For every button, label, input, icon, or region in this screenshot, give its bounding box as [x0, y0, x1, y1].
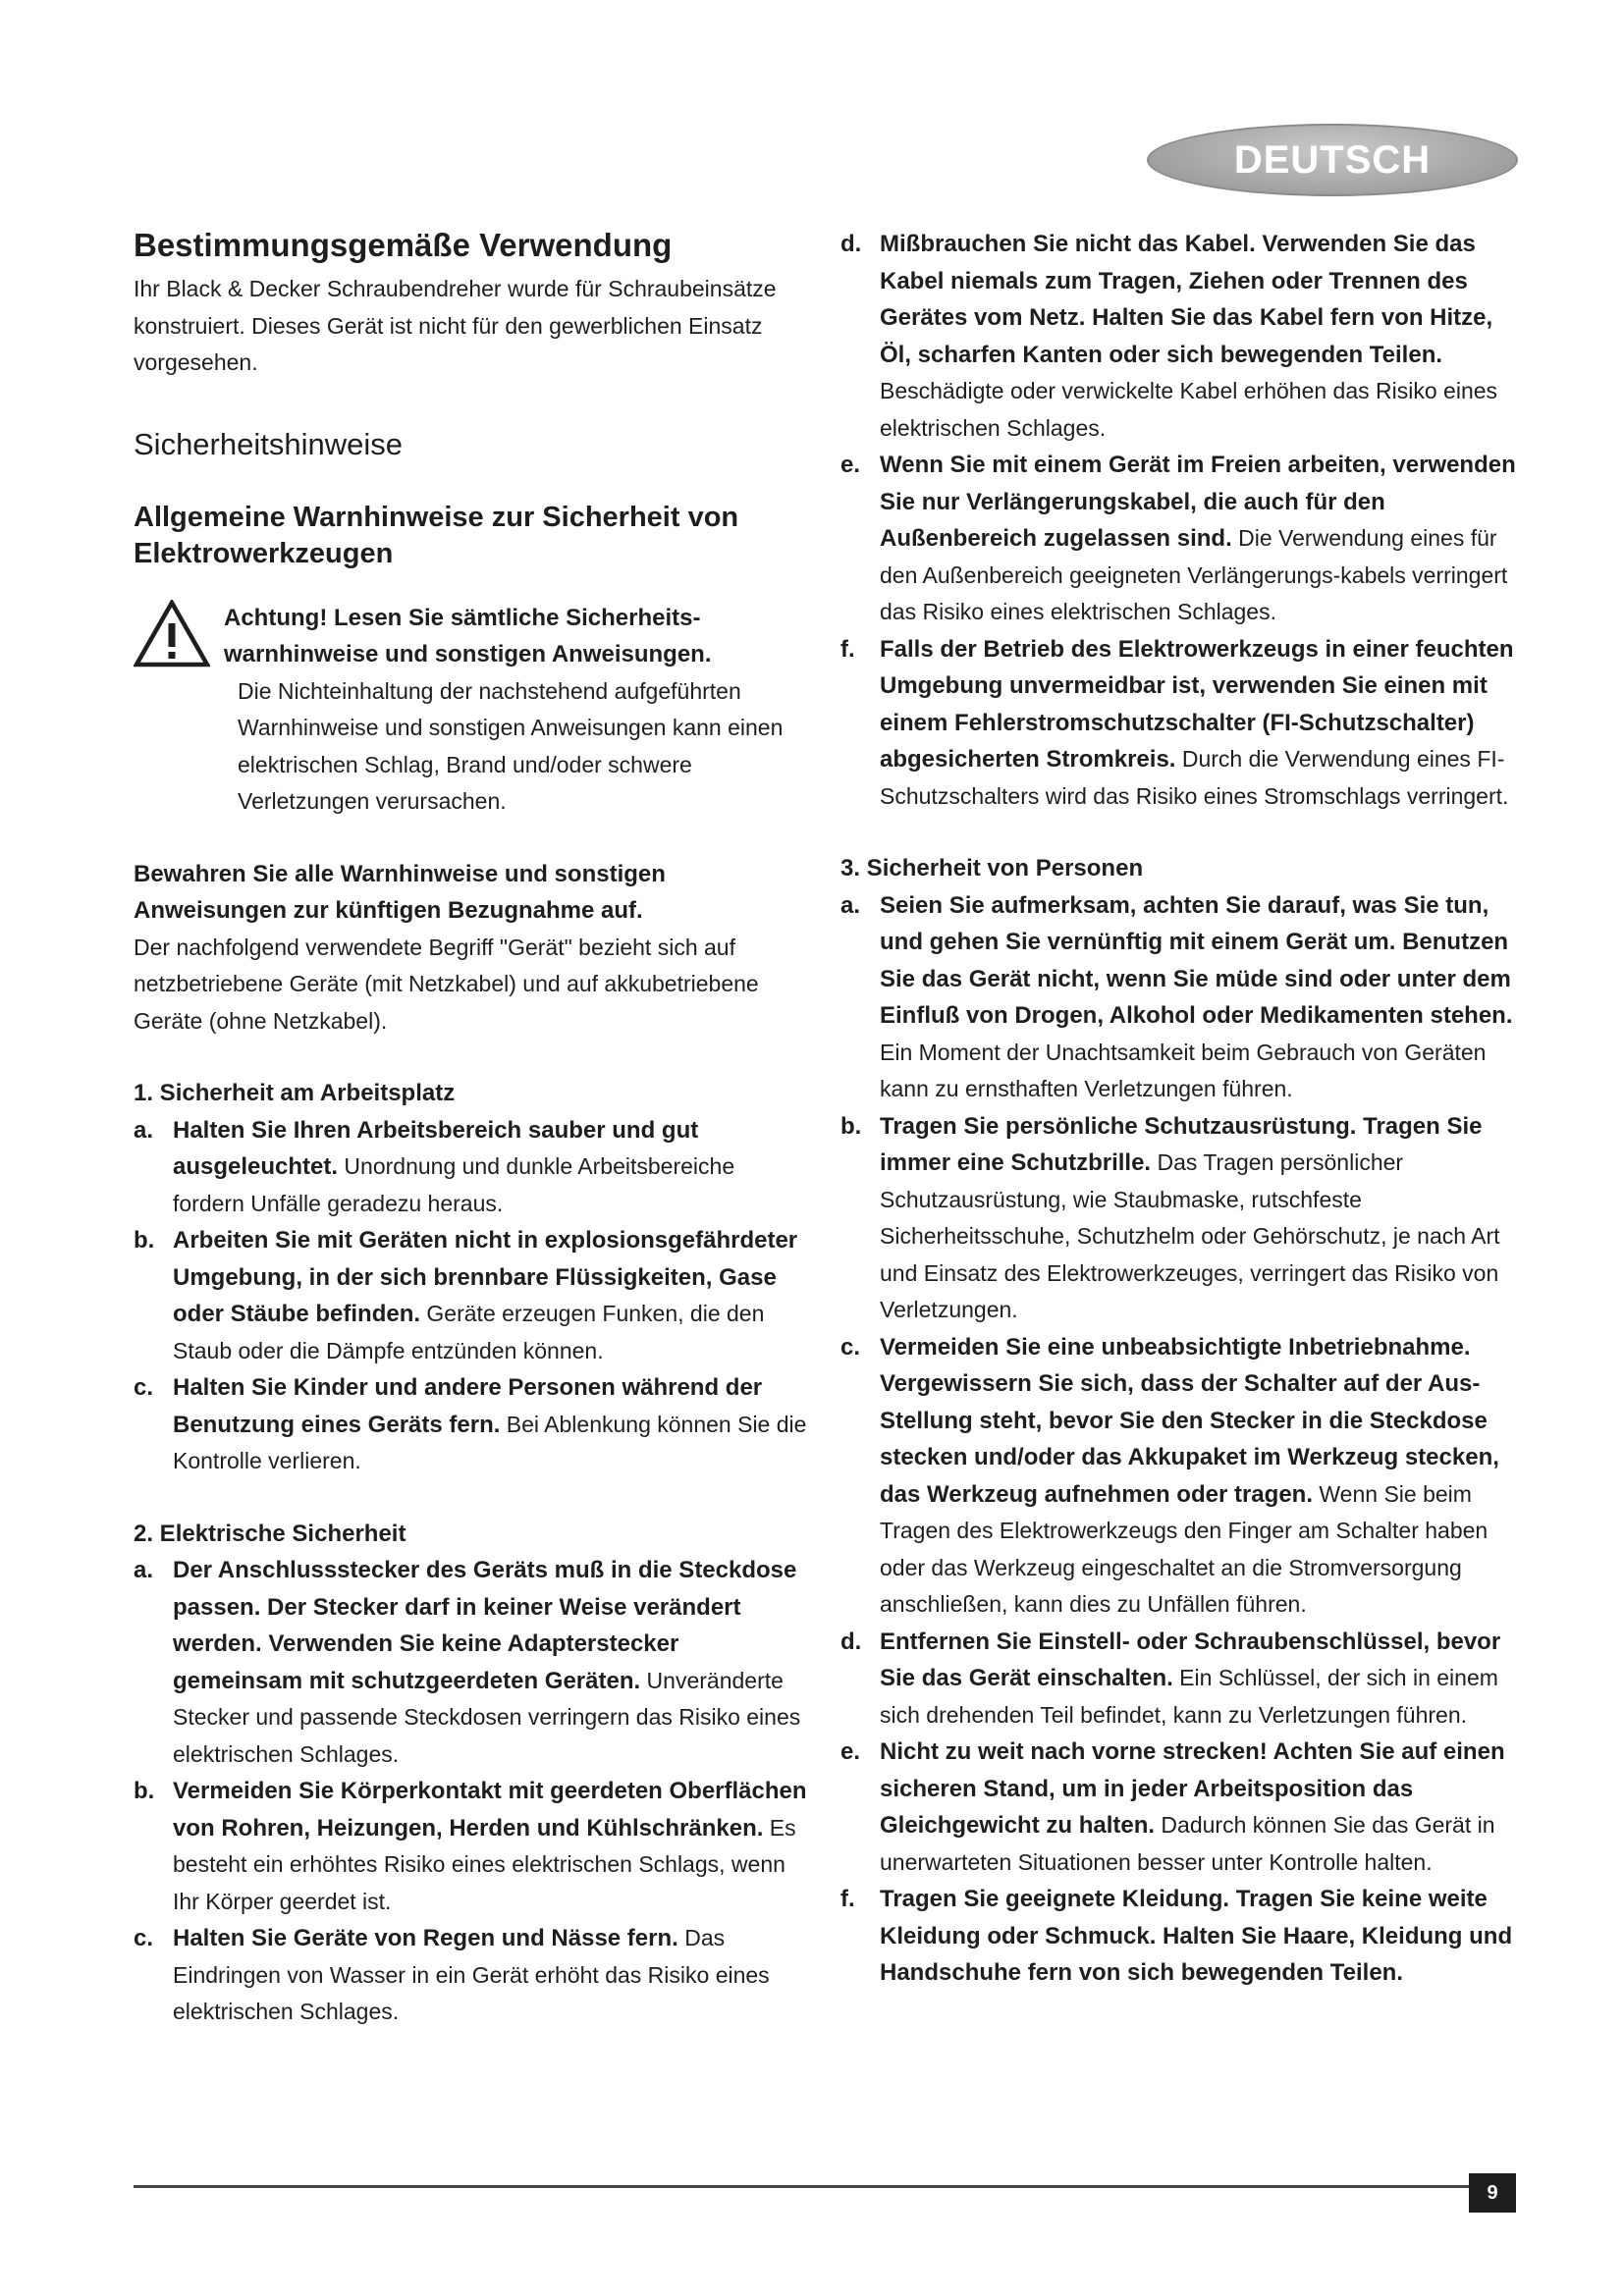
item-text: Das Eindringen von Wasser in ein Gerät erhöht das Risiko eines elektrischen Schlages.	[173, 1925, 770, 2024]
item-bold: Vermeiden Sie eine unbeabsichtigte Inbetriebnahme. Vergewissern Sie sich, dass der Schalter auf der Aus-Stellung steht, bevor Sie den Stecker in die Steckdose stecken und/oder das Akkupaket im Werkzeug stecken, das Werkzeug aufnehmen oder tragen.	[880, 1333, 1499, 1508]
item-label: a.	[134, 1557, 154, 1583]
item-label: d.	[840, 1628, 862, 1655]
right-column	[840, 226, 1518, 1992]
list-item	[134, 1920, 811, 2031]
list-item	[134, 1222, 811, 1369]
general-warnings-title: Allgemeine Warnhinweise zur Sicherheit von Elektrowerkzeugen	[134, 501, 739, 569]
item-bold: Falls der Betrieb des Elektrowerkzeugs in einer feuchten Umgebung unvermeidbar ist, verwenden Sie einen mit einem Fehlerstromschutzschalter (FI-Schutzschalter) abgesicherten Stromkreis.	[880, 635, 1514, 773]
item-label: a.	[840, 891, 861, 919]
section-2-continued-list	[840, 226, 1518, 815]
item-text: Ein Moment der Unachtsamkeit beim Gebrauch von Geräten kann zu ernsthaften Verletzungen führen.	[880, 1039, 1487, 1101]
safety-title: Sicherheitshinweise	[134, 426, 403, 461]
item-bold: Arbeiten Sie mit Geräten nicht in explosionsgefährdeter Umgebung, in der sich brennbare Flüssigkeiten, Gase oder Stäube befinden.	[173, 1227, 798, 1327]
item-text: Unordnung und dunkle Arbeitsbereiche fordern Unfälle geradezu heraus.	[173, 1153, 735, 1216]
item-label: f.	[840, 635, 855, 663]
section-1-title: 1. Sicherheit am Arbeitsplatz	[134, 1080, 456, 1106]
item-bold: Mißbrauchen Sie nicht das Kabel. Verwenden Sie das Kabel niemals zum Tragen, Ziehen oder Trennen des Gerätes vom Netz. Halten Sie das Kabel fern von Hitze, Öl, scharfen Kanten oder sich bewegenden Teilen.	[880, 231, 1493, 368]
page-number: 9	[1469, 2173, 1516, 2213]
list-item	[840, 887, 1518, 1108]
left-column	[134, 226, 811, 2031]
list-item	[840, 1881, 1518, 1992]
language-tab: DEUTSCH	[1147, 124, 1518, 196]
list-item	[840, 1329, 1518, 1624]
section-2-list	[134, 1552, 811, 2031]
item-text: Wenn Sie beim Tragen des Elektrowerkzeugs den Finger am Schalter haben oder das Werkzeug eingeschaltet an die Stromversorgung anschließen, kann dies zu Unfällen führen.	[880, 1480, 1489, 1617]
list-item	[840, 1108, 1518, 1329]
section-3-list	[840, 887, 1518, 1992]
item-text: Unveränderte Stecker und passende Steckdosen verringern das Risiko eines elektrischen Schlages.	[173, 1667, 801, 1767]
list-item	[840, 1624, 1518, 1735]
intended-use-title: Bestimmungsgemäße Verwendung	[134, 227, 673, 263]
item-label: d.	[840, 231, 862, 257]
list-item	[134, 1369, 811, 1480]
item-text: Die Verwendung eines für den Außenbereich geeigneten Verlängerungs-kabels verringert das Risiko eines elektrischen Schlages.	[880, 525, 1508, 624]
item-label: c.	[840, 1333, 861, 1361]
item-label: c.	[134, 1925, 154, 1951]
item-label: b.	[134, 1227, 155, 1254]
item-bold: Entfernen Sie Einstell- oder Schraubenschlüssel, bevor Sie das Gerät einschalten.	[880, 1628, 1501, 1691]
warning-box	[134, 600, 811, 821]
section-3-title: 3. Sicherheit von Personen	[840, 855, 1144, 881]
item-bold: Seien Sie aufmerksam, achten Sie darauf, was Sie tun, und gehen Sie vernünftig mit einem Gerät um. Benutzen Sie das Gerät nicht, wenn Sie müde sind oder unter dem Einfluß von Drogen, Alkohol oder Medikamenten stehen.	[880, 891, 1513, 1029]
list-item	[134, 1552, 811, 1773]
item-label: e.	[840, 452, 861, 478]
item-text: Ein Schlüssel, der sich in einem sich drehenden Teil befindet, kann zu Verletzungen führen.	[880, 1665, 1498, 1728]
item-text: Bei Ablenkung können Sie die Kontrolle verlieren.	[173, 1411, 807, 1473]
warning-heading: Achtung! Lesen Sie sämtliche Sicherheits-warnhinweise und sonstigen Anweisungen.	[224, 604, 712, 667]
intended-use-text: Ihr Black & Decker Schraubendreher wurde für Schraubeinsätze konstruiert. Dieses Gerät ist nicht für den gewerblichen Einsatz vorgesehen.	[134, 276, 777, 375]
list-item	[134, 1773, 811, 1920]
item-label: f.	[840, 1886, 855, 1912]
item-text: Dadurch können Sie das Gerät in unerwarteten Situationen besser unter Kontrolle halten.	[880, 1812, 1495, 1875]
item-label: b.	[134, 1778, 155, 1804]
item-bold: Tragen Sie persönliche Schutzausrüstung. Tragen Sie immer eine Schutzbrille.	[880, 1112, 1483, 1176]
item-label: a.	[134, 1116, 154, 1144]
item-bold: Nicht zu weit nach vorne strecken! Achten Sie auf einen sicheren Stand, um in jeder Arbeitsposition das Gleichgewicht zu halten.	[880, 1738, 1505, 1839]
keep-instructions-heading: Bewahren Sie alle Warnhinweise und sonstigen Anweisungen zur künftigen Bezugnahme auf.	[134, 860, 666, 924]
warning-triangle-icon	[134, 600, 210, 668]
list-item	[840, 226, 1518, 447]
keep-instructions	[134, 856, 811, 1041]
list-item	[134, 1112, 811, 1223]
footer-divider	[134, 2185, 1516, 2188]
section-2-title: 2. Elektrische Sicherheit	[134, 1520, 406, 1547]
item-label: e.	[840, 1738, 861, 1765]
item-bold: Tragen Sie geeignete Kleidung. Tragen Sie keine weite Kleidung oder Schmuck. Halten Sie Haare, Kleidung und Handschuhe fern von sich bewegenden Teilen.	[880, 1886, 1513, 1986]
item-label: b.	[840, 1112, 862, 1140]
item-bold: Halten Sie Kinder und andere Personen während der Benutzung eines Geräts fern.	[173, 1374, 763, 1438]
item-text: Es besteht ein erhöhtes Risiko eines elektrischen Schlags, wenn Ihr Körper geerdet ist.	[173, 1814, 796, 1914]
item-bold: Halten Sie Ihren Arbeitsbereich sauber und gut ausgeleuchtet.	[173, 1116, 699, 1180]
item-text: Beschädigte oder verwickelte Kabel erhöhen das Risiko eines elektrischen Schlages.	[880, 378, 1498, 441]
list-item	[840, 447, 1518, 631]
item-bold: Wenn Sie mit einem Gerät im Freien arbeiten, verwenden Sie nur Verlängerungskabel, die auch für den Außenbereich zugelassen sind.	[880, 452, 1516, 552]
warning-text: Die Nichteinhaltung der nachstehend aufgeführten Warnhinweise und sonstigen Anweisungen kann einen elektrischen Schlag, Brand und/oder schwere Verletzungen verursachen.	[238, 677, 784, 814]
item-text: Geräte erzeugen Funken, die den Staub oder die Dämpfe entzünden können.	[173, 1301, 765, 1363]
item-bold: Halten Sie Geräte von Regen und Nässe fern.	[173, 1925, 678, 1951]
item-text: Durch die Verwendung eines FI-Schutzschalters wird das Risiko eines Stromschlags verringert.	[880, 746, 1509, 809]
item-text: Das Tragen persönlicher Schutzausrüstung, wie Staubmaske, rutschfeste Sicherheitsschuhe, Schutzhelm oder Gehörschutz, je nach Art und Einsatz des Elektrowerkzeuges, verringert das Risiko von Verletzungen.	[880, 1149, 1500, 1322]
list-item	[840, 631, 1518, 816]
list-item	[840, 1734, 1518, 1881]
section-1-list	[134, 1112, 811, 1480]
keep-instructions-text: Der nachfolgend verwendete Begriff "Gerät" bezieht sich auf netzbetriebene Geräte (mit Netzkabel) und auf akkubetriebene Geräte (ohne Netzkabel).	[134, 934, 759, 1034]
item-bold: Vermeiden Sie Körperkontakt mit geerdeten Oberflächen von Rohren, Heizungen, Herden und Kühlschränken.	[173, 1778, 807, 1842]
item-label: c.	[134, 1374, 154, 1401]
item-bold: Der Anschlussstecker des Geräts muß in die Steckdose passen. Der Stecker darf in keiner Weise verändert werden. Verwenden Sie keine Adapterstecker gemeinsam mit schutzgeerdeten Geräten.	[173, 1557, 797, 1694]
